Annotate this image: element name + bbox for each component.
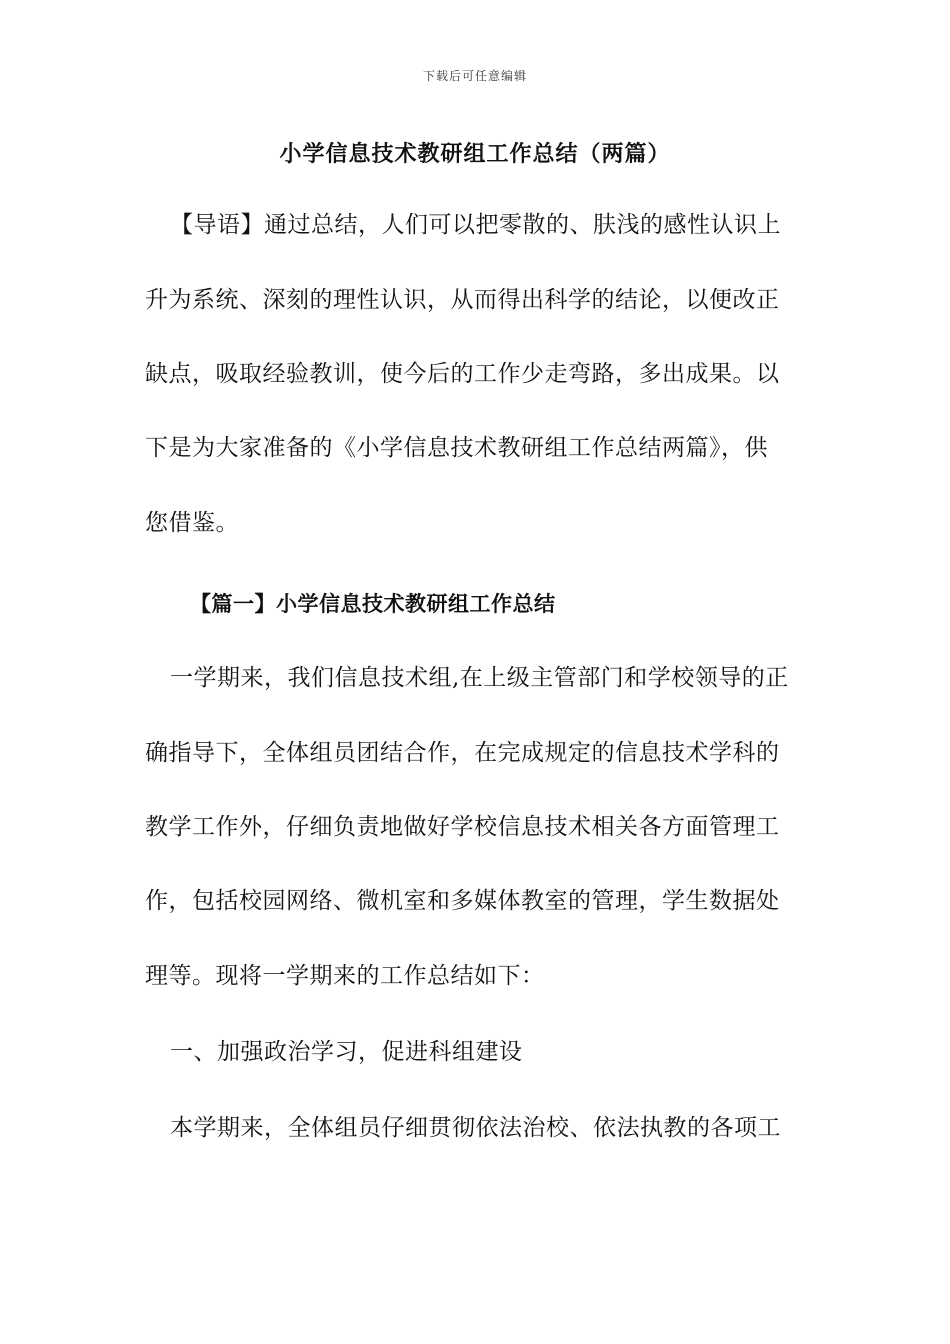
intro-line-3: 缺点，吸取经验教训，使今后的工作少走弯路，多出成果。以 xyxy=(145,361,780,387)
intro-line-1: 【导语】通过总结，人们可以把零散的、肤浅的感性认识上 xyxy=(170,212,781,238)
body-line-2: 确指导下，全体组员团结合作，在完成规定的信息技术学科的 xyxy=(145,740,780,766)
intro-line-4: 下是为大家准备的《小学信息技术教研组工作总结两篇》，供 xyxy=(145,435,768,461)
document-title: 小学信息技术教研组工作总结（两篇） xyxy=(279,141,671,167)
body-line-3: 教学工作外，仔细负责地做好学校信息技术相关各方面管理工 xyxy=(145,814,780,840)
body-line-4: 作，包括校园网络、微机室和多媒体教室的管理，学生数据处 xyxy=(145,888,780,914)
body-line-6: 本学期来，全体组员仔细贯彻依法治校、依法执教的各项工 xyxy=(170,1115,781,1141)
subheading-1: 一、加强政治学习，促进科组建设 xyxy=(170,1039,523,1065)
body-line-5: 理等。现将一学期来的工作总结如下： xyxy=(145,963,545,989)
body-line-1: 一学期来，我们信息技术组,在上级主管部门和学校领导的正 xyxy=(170,665,789,691)
intro-line-5: 您借鉴。 xyxy=(145,510,239,536)
header-note: 下载后可任意编辑 xyxy=(422,69,527,83)
section-heading: 【篇一】小学信息技术教研组工作总结 xyxy=(190,591,556,616)
intro-line-2: 升为系统、深刻的理性认识，从而得出科学的结论，以便改正 xyxy=(145,287,780,313)
